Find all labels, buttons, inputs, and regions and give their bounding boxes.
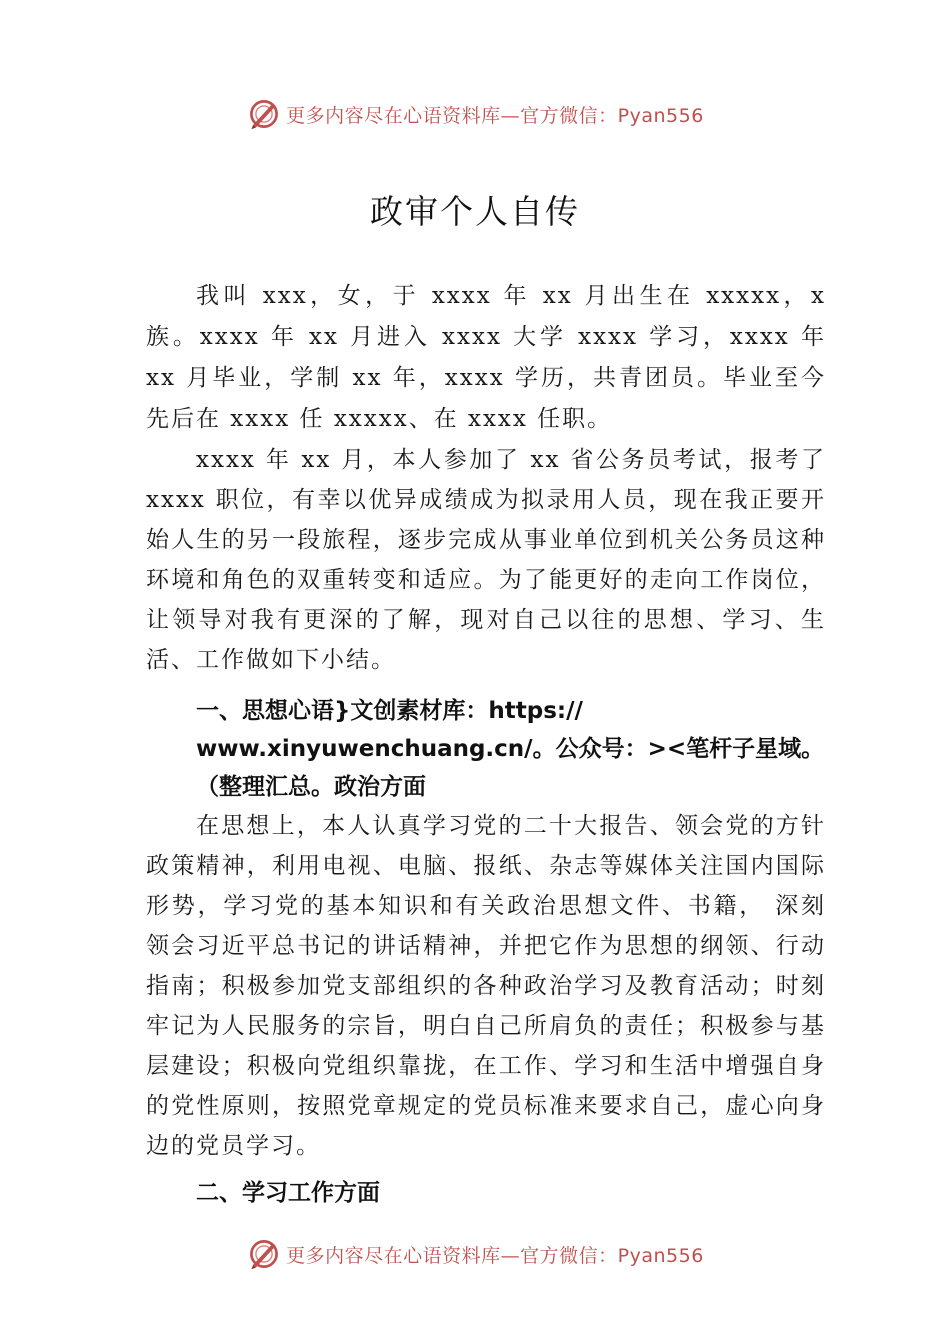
pen-circle-logo-icon bbox=[246, 1236, 282, 1272]
paragraph-intro: 我叫 xxx，女，于 xxxx 年 xx 月出生在 xxxxx，x 族。xxxx 年 xx 月进入 xxxx 大学 xxxx 学习，xxxx 年 xx 月毕业，学制 xx 年，xxxx 学历，共青团员。毕业至今先后在 xxxx 任 xxxxx、在 xxxx 任职。 bbox=[146, 283, 826, 432]
header-banner-text: 更多内容尽在心语资料库—官方微信：Pyan556 bbox=[286, 104, 704, 127]
pen-circle-logo-icon bbox=[246, 96, 282, 132]
section-heading-study-work: 二、学习工作方面 bbox=[196, 1180, 380, 1206]
footer-banner bbox=[0, 1234, 950, 1274]
footer-banner-text: 更多内容尽在心语资料库—官方微信：Pyan556 bbox=[286, 1244, 704, 1267]
document-body bbox=[146, 276, 826, 1212]
header-banner bbox=[0, 94, 950, 134]
document-title: 政审个人自传 bbox=[370, 192, 580, 231]
paragraph-politics: 在思想上，本人认真学习党的二十大报告、领会党的方针政策精神，利用电视、电脑、报纸、杂志等媒体关注国内国际形势，学习党的基本知识和有关政治思想文件、书籍， 深刻领会习近平总书记的讲话精神，并把它作为思想的纲领、行动指南；积极参加党支部组织的各种政治学习及教育活动；时刻牢记为人民服务的宗旨，明白自己所肩负的责任；积极参与基层建设；积极向党组织靠拢，在工作、学习和生活中增强自身的党性原则，按照党章规定的党员标准来要求自己，虚心向身边的党员学习。 bbox=[146, 813, 826, 1159]
paragraph-exam: xxxx 年 xx 月，本人参加了 xx 省公务员考试，报考了 xxxx 职位，有幸以优异成绩成为拟录用人员，现在我正要开始人生的另一段旅程，逐步完成从事业单位到机关公务员这种环境和角色的双重转变和适应。为了能更好的走向工作岗位，让领导对我有更深的了解，现对自己以往的思想、学习、生活、工作做如下小结。 bbox=[146, 447, 826, 673]
header-wechat-id: Pyan556 bbox=[617, 104, 704, 127]
section-heading-politics: 一、思想心语}文创素材库：https:// www.xinyuwenchuang.cn/。公众号：><笔杆子星域。（整理汇总。政治方面 bbox=[196, 698, 825, 800]
footer-wechat-id: Pyan556 bbox=[617, 1244, 704, 1267]
